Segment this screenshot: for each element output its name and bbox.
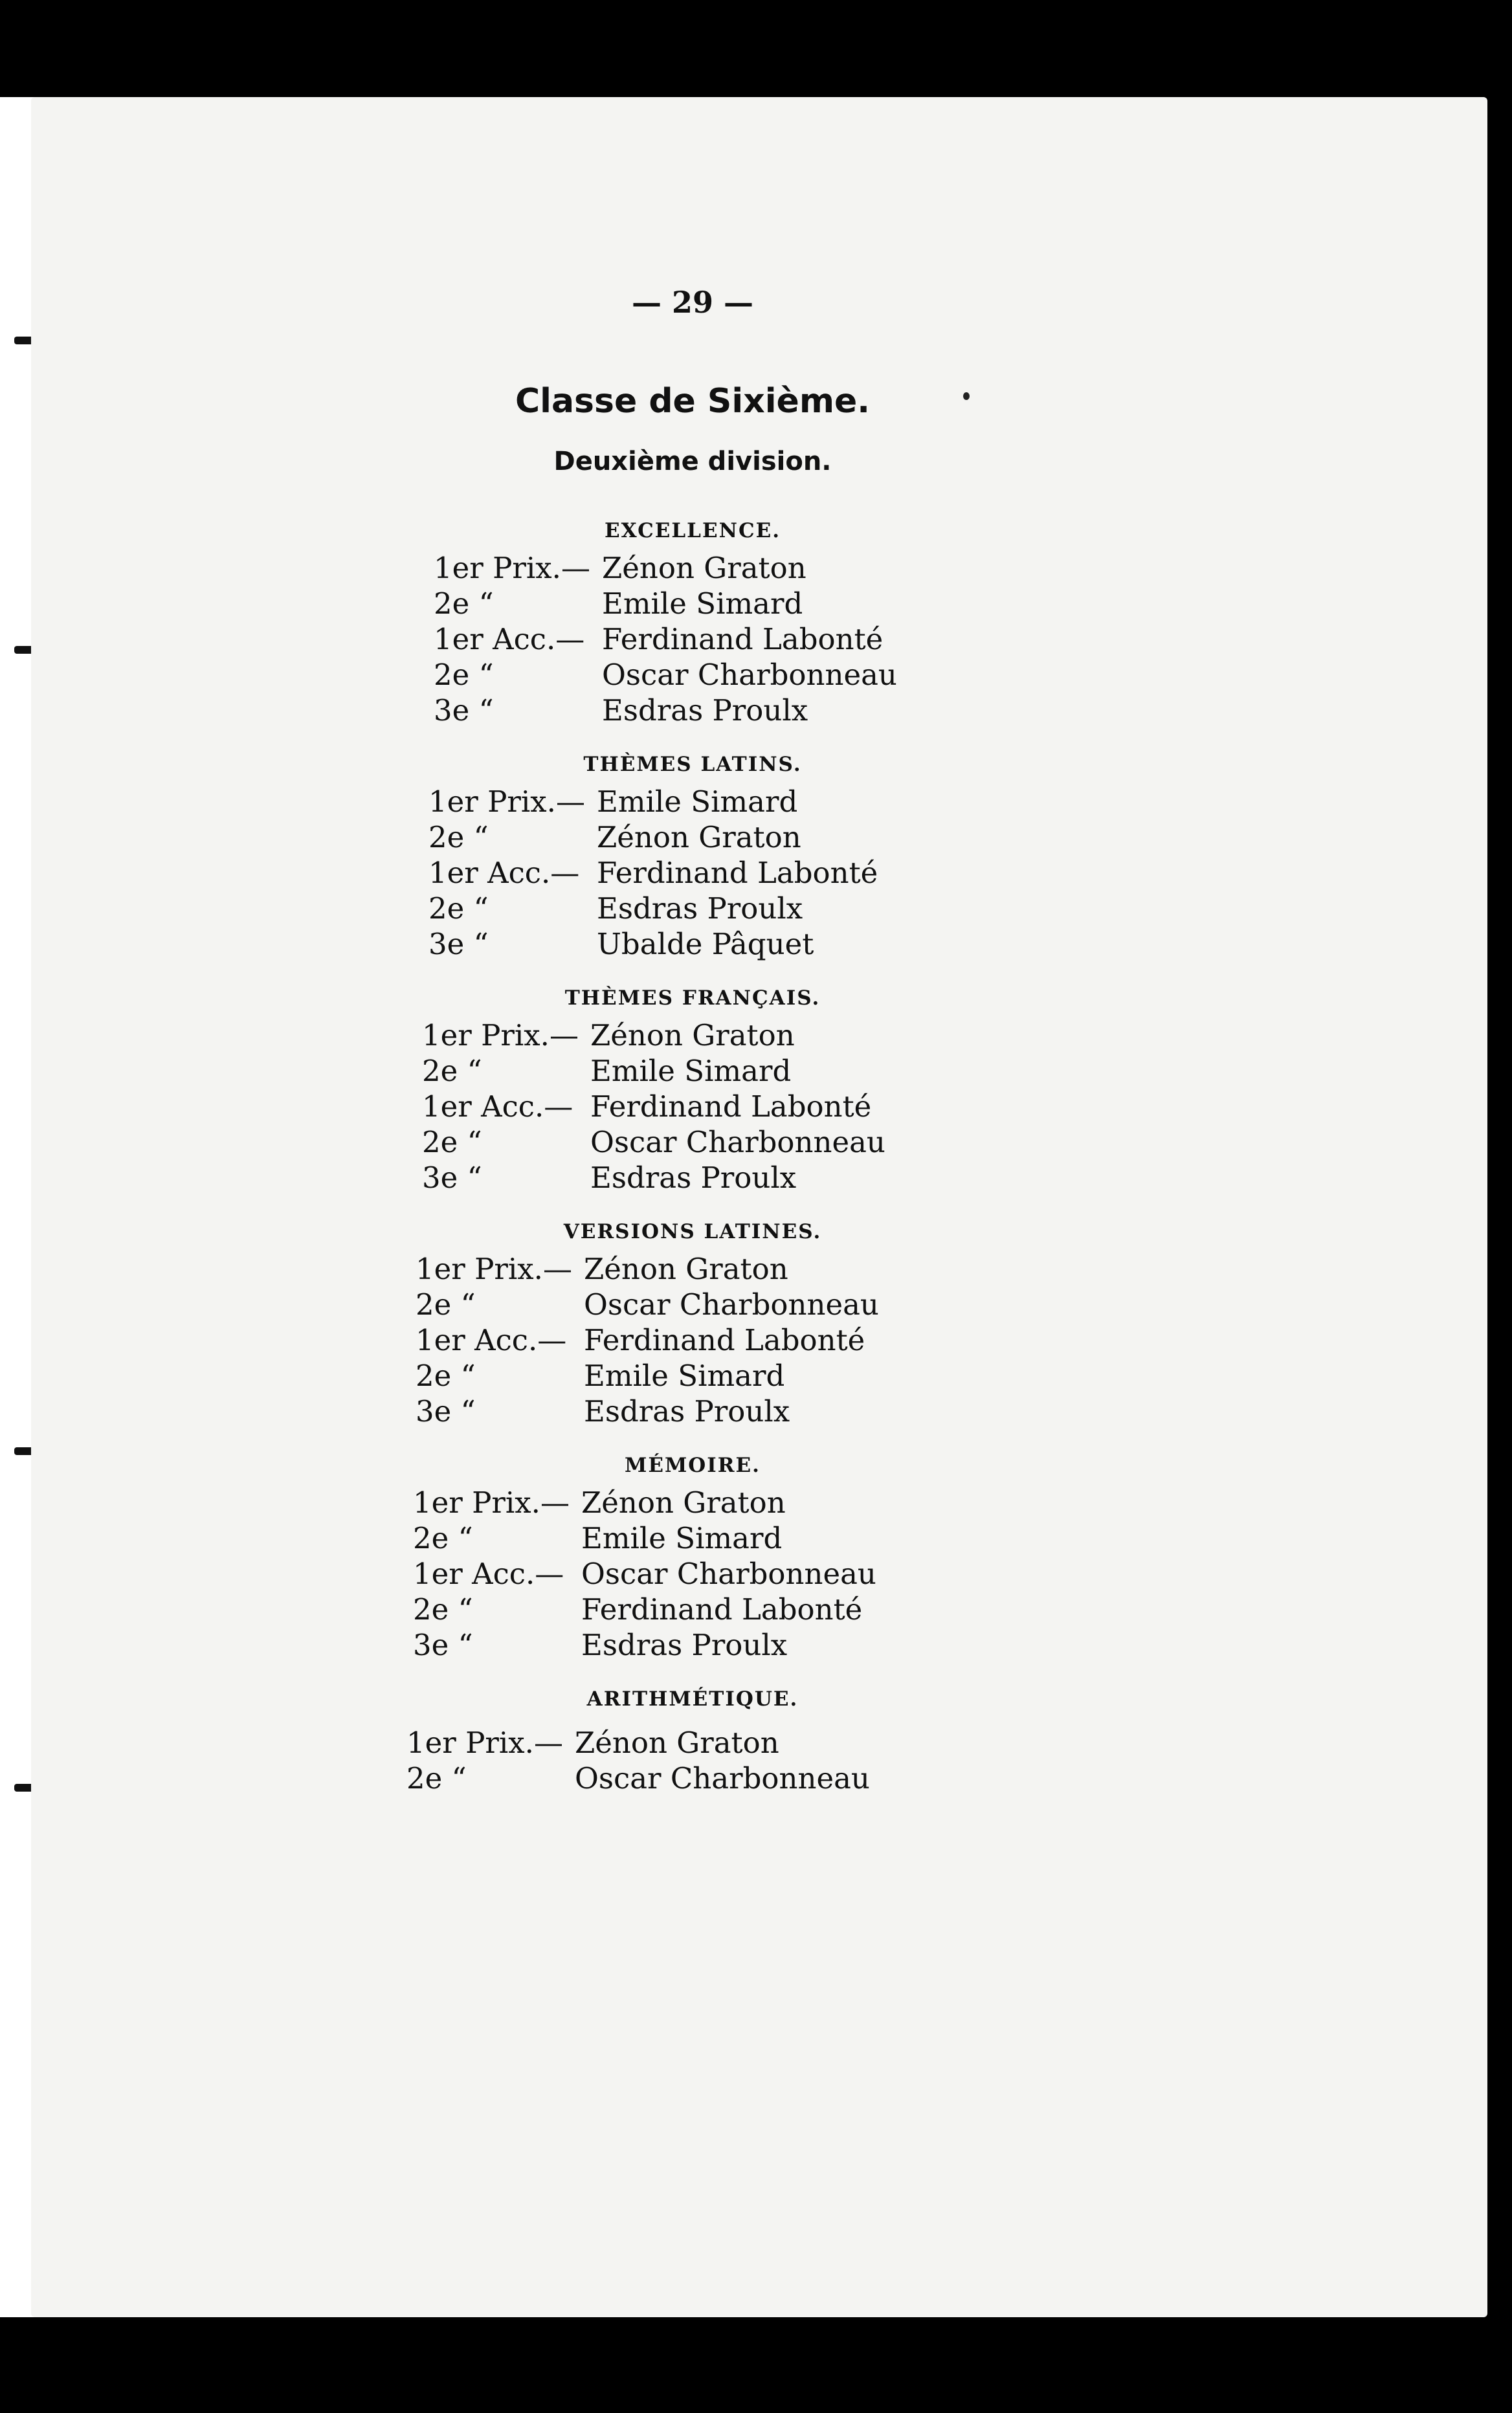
prize-entry bbox=[428, 855, 1512, 891]
prize-rank: 1er Prix.— bbox=[422, 1018, 579, 1052]
prize-rank: 2e “ bbox=[422, 1125, 482, 1159]
section-heading: THÈMES LATINS. bbox=[583, 753, 802, 776]
prize-rank: 1er Acc.— bbox=[428, 856, 580, 890]
prize-rank: 3e “ bbox=[434, 693, 494, 728]
student-name: Oscar Charbonneau bbox=[590, 1125, 885, 1159]
prize-rank: 1er Prix.— bbox=[434, 551, 590, 585]
prize-entry bbox=[434, 550, 1512, 586]
prize-rank: 1er Acc.— bbox=[416, 1323, 567, 1357]
section-themes-francais bbox=[0, 979, 1512, 1212]
prize-entry bbox=[416, 1251, 1512, 1287]
prize-rank: 3e “ bbox=[422, 1161, 482, 1195]
student-name: Emile Simard bbox=[581, 1521, 783, 1555]
prize-rank: 1er Prix.— bbox=[416, 1252, 572, 1286]
prize-rank: 3e “ bbox=[416, 1394, 476, 1429]
prize-rank: 1er Prix.— bbox=[406, 1726, 563, 1760]
prize-rank: 2e “ bbox=[416, 1287, 476, 1322]
prize-entry bbox=[428, 784, 1512, 819]
student-name: Zénon Graton bbox=[590, 1018, 795, 1052]
prize-entry bbox=[428, 926, 1512, 962]
student-name: Emile Simard bbox=[584, 1359, 785, 1393]
prize-rank: 3e “ bbox=[413, 1628, 473, 1662]
section-heading: THÈMES FRANÇAIS. bbox=[564, 986, 821, 1010]
student-name: Oscar Charbonneau bbox=[581, 1557, 876, 1591]
prize-rank: 2e “ bbox=[422, 1054, 482, 1088]
prize-entry bbox=[413, 1627, 1512, 1663]
prize-rank: 1er Acc.— bbox=[422, 1089, 573, 1124]
student-name: Emile Simard bbox=[597, 784, 798, 819]
prize-rank: 2e “ bbox=[434, 586, 494, 621]
student-name: Esdras Proulx bbox=[581, 1628, 788, 1662]
prize-rank: 1er Prix.— bbox=[428, 784, 585, 819]
student-name: Ferdinand Labonté bbox=[584, 1323, 865, 1357]
prize-rank: 2e “ bbox=[413, 1592, 473, 1627]
student-name: Ferdinand Labonté bbox=[590, 1089, 872, 1124]
prize-rank: 2e “ bbox=[413, 1521, 473, 1555]
section-heading: VERSIONS LATINES. bbox=[563, 1220, 822, 1243]
prize-entry bbox=[413, 1520, 1512, 1556]
prize-sections bbox=[0, 511, 1512, 1796]
prize-entry bbox=[422, 1160, 1512, 1195]
prize-entry bbox=[428, 891, 1512, 926]
section-excellence bbox=[0, 511, 1512, 745]
section-memoire bbox=[0, 1446, 1512, 1680]
prize-rank: 2e “ bbox=[406, 1761, 467, 1796]
prize-entry bbox=[416, 1322, 1512, 1358]
student-name: Oscar Charbonneau bbox=[602, 658, 897, 692]
division-subtitle: Deuxième division. bbox=[553, 447, 832, 476]
section-arithmetique bbox=[0, 1680, 1512, 1796]
student-name: Zénon Graton bbox=[597, 820, 801, 854]
prize-entry bbox=[422, 1017, 1512, 1053]
prize-entry bbox=[406, 1725, 1512, 1761]
prize-rank: 2e “ bbox=[416, 1359, 476, 1393]
prize-entry bbox=[406, 1761, 1512, 1796]
prize-rank: 1er Acc.— bbox=[413, 1557, 564, 1591]
section-heading: ARITHMÉTIQUE. bbox=[586, 1687, 799, 1711]
prize-entry bbox=[416, 1394, 1512, 1429]
prize-entry bbox=[434, 586, 1512, 621]
page-number: — 29 — bbox=[631, 285, 754, 320]
prize-rank: 3e “ bbox=[428, 927, 489, 961]
prize-rank: 1er Prix.— bbox=[413, 1485, 570, 1520]
prize-rank: 2e “ bbox=[434, 658, 494, 692]
student-name: Ferdinand Labonté bbox=[602, 622, 884, 656]
student-name: Ubalde Pâquet bbox=[597, 927, 814, 961]
student-name: Emile Simard bbox=[590, 1054, 792, 1088]
prize-entry bbox=[413, 1556, 1512, 1592]
prize-entry bbox=[428, 819, 1512, 855]
student-name: Oscar Charbonneau bbox=[575, 1761, 870, 1796]
student-name: Zénon Graton bbox=[581, 1485, 786, 1520]
section-heading: MÉMOIRE. bbox=[625, 1454, 761, 1477]
student-name: Esdras Proulx bbox=[590, 1161, 797, 1195]
student-name: Ferdinand Labonté bbox=[597, 856, 878, 890]
student-name: Emile Simard bbox=[602, 586, 803, 621]
section-themes-latins bbox=[0, 745, 1512, 979]
prize-rank: 1er Acc.— bbox=[434, 622, 585, 656]
prize-entry bbox=[434, 621, 1512, 657]
prize-entry bbox=[413, 1485, 1512, 1520]
prize-entry bbox=[434, 693, 1512, 728]
prize-entry bbox=[416, 1287, 1512, 1322]
prize-entry bbox=[413, 1592, 1512, 1627]
student-name: Zénon Graton bbox=[575, 1726, 779, 1760]
student-name: Zénon Graton bbox=[602, 551, 806, 585]
student-name: Esdras Proulx bbox=[584, 1394, 790, 1429]
prize-entry bbox=[422, 1124, 1512, 1160]
section-heading: EXCELLENCE. bbox=[604, 519, 781, 542]
student-name: Esdras Proulx bbox=[602, 693, 808, 728]
prize-entry bbox=[422, 1053, 1512, 1089]
student-name: Ferdinand Labonté bbox=[581, 1592, 863, 1627]
section-versions-latines bbox=[0, 1212, 1512, 1446]
prize-entry bbox=[416, 1358, 1512, 1394]
prize-entry bbox=[434, 657, 1512, 693]
student-name: Zénon Graton bbox=[584, 1252, 788, 1286]
student-name: Esdras Proulx bbox=[597, 891, 803, 926]
class-title: Classe de Sixième. bbox=[515, 382, 871, 421]
prize-rank: 2e “ bbox=[428, 891, 489, 926]
prize-entry bbox=[422, 1089, 1512, 1124]
student-name: Oscar Charbonneau bbox=[584, 1287, 879, 1322]
prize-rank: 2e “ bbox=[428, 820, 489, 854]
